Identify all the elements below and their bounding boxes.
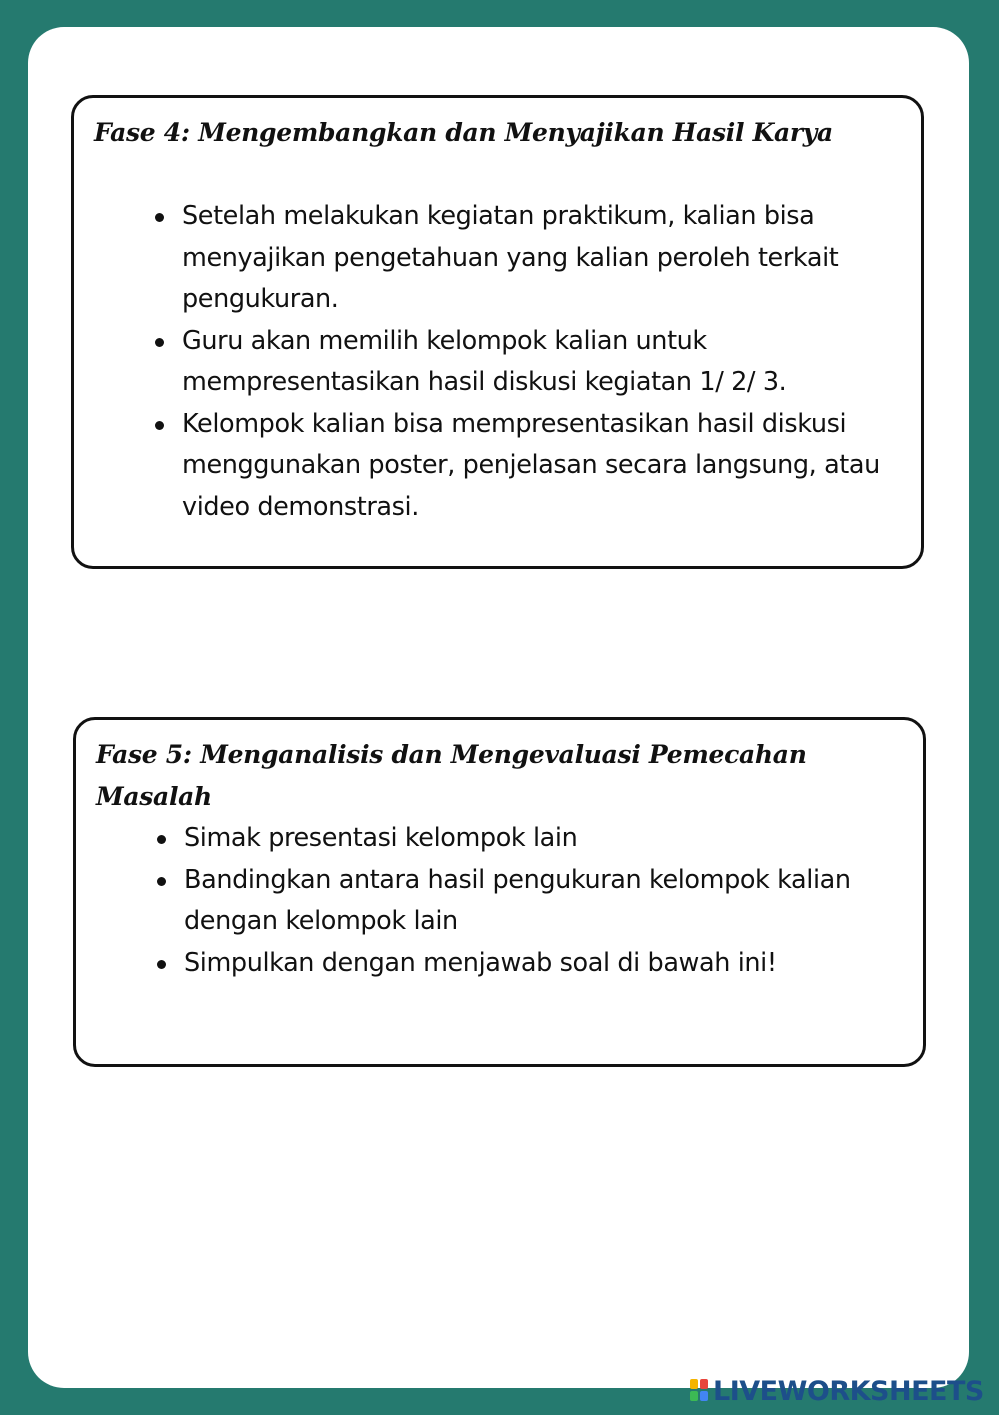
phase-4-title: Fase 4: Mengembangkan dan Menyajikan Hasil Karya bbox=[94, 118, 833, 147]
list-item bbox=[182, 321, 887, 404]
list-item-text: Simak presentasi kelompok lain bbox=[184, 823, 578, 853]
phase-4-list bbox=[182, 196, 887, 528]
list-item bbox=[182, 404, 887, 529]
phase-4-card bbox=[71, 95, 924, 569]
list-item-text: Kelompok kalian bisa mempresentasikan hasil diskusi menggunakan poster, penjelasan secara langsung, atau video demonstrasi. bbox=[182, 408, 880, 522]
bullet-icon bbox=[155, 421, 164, 430]
list-item-text: Guru akan memilih kelompok kalian untuk mempresentasikan hasil diskusi kegiatan 1/ 2/ 3. bbox=[182, 325, 787, 397]
list-item bbox=[184, 818, 889, 860]
bullet-icon bbox=[155, 338, 164, 347]
list-item-text: Simpulkan dengan menjawab soal di bawah ini! bbox=[184, 947, 777, 978]
list-item-text: Bandingkan antara hasil pengukuran kelompok kalian dengan kelompok lain bbox=[184, 864, 851, 936]
phase-5-card bbox=[73, 717, 926, 1067]
bullet-icon bbox=[157, 835, 166, 844]
list-item-text: Setelah melakukan kegiatan praktikum, kalian bisa menyajikan pengetahuan yang kalian peroleh terkait pengukuran. bbox=[182, 201, 839, 314]
liveworksheets-logo-icon bbox=[690, 1379, 710, 1403]
liveworksheets-logo-text: LIVEWORKSHEETS bbox=[713, 1375, 984, 1407]
list-item bbox=[182, 196, 887, 321]
phase-5-list bbox=[184, 818, 889, 984]
bullet-icon bbox=[157, 877, 166, 886]
list-item bbox=[184, 860, 889, 943]
liveworksheets-logo[interactable] bbox=[690, 1376, 984, 1406]
bullet-icon bbox=[157, 960, 166, 969]
phase-5-title: Fase 5: Menganalisis dan Mengevaluasi Pemecahan Masalah bbox=[96, 740, 807, 811]
list-item bbox=[184, 943, 889, 985]
bullet-icon bbox=[155, 213, 164, 222]
worksheet-page bbox=[28, 27, 969, 1388]
